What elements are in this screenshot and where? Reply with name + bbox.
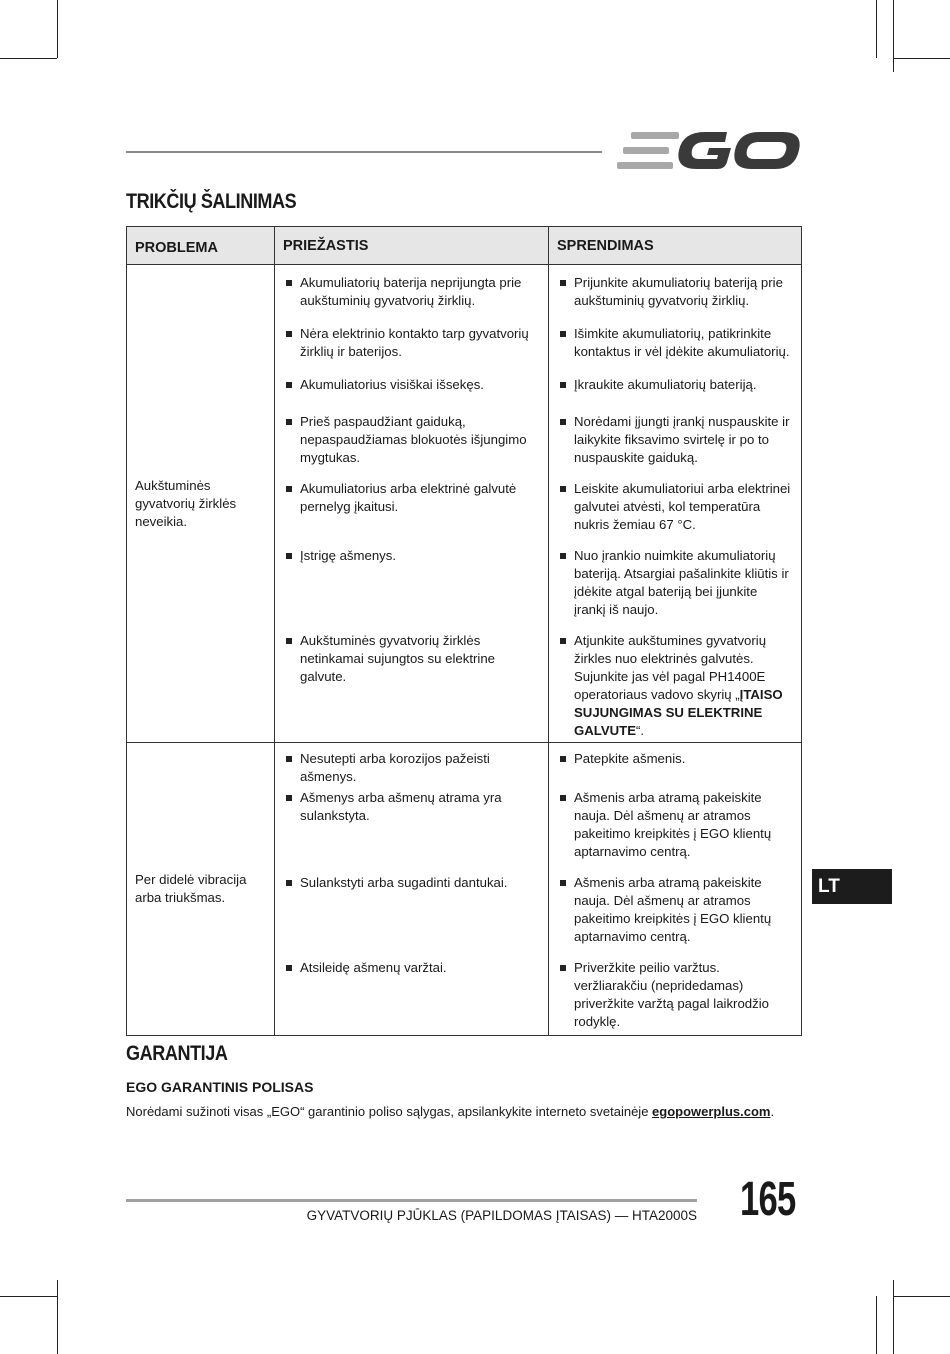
header-rule <box>126 151 602 153</box>
solution-item: Prijunkite akumuliatorių bateriją prie aukštuminių gyvatvorių žirklių. <box>549 274 801 310</box>
solution-item: Atjunkite aukštumines gyvatvorių žirkles nuo elektrinės galvutės. Sujunkite jas vėl pagal PH1400E operatoriaus vadovo skyrių „ĮTAISO SUJUNGIMAS SU ELEKTRINE GALVUTE“. <box>549 632 801 740</box>
problem-cell: Per didelė vibracija arba triukšmas. <box>127 743 275 1036</box>
crop-mark <box>57 0 58 58</box>
solution-item: Norėdami įjungti įrankį nuspauskite ir laikykite fiksavimo svirtelę ir po to nuspauskite gaiduką. <box>549 413 801 467</box>
cause-item: Akumuliatorių baterija neprijungta prie aukštuminių gyvatvorių žirklių. <box>275 274 548 310</box>
troubleshooting-table <box>126 226 802 1036</box>
page-number: 165 <box>740 1173 796 1226</box>
warranty-link[interactable]: egopowerplus.com <box>652 1104 771 1119</box>
crop-mark <box>876 0 877 58</box>
cause-item: Nėra elektrinio kontakto tarp gyvatvorių žirklių ir baterijos. <box>275 325 548 361</box>
ego-logo <box>617 128 801 174</box>
cause-item: Nesutepti arba korozijos pažeisti ašmenys. <box>275 750 548 786</box>
warranty-subtitle: EGO GARANTINIS POLISAS <box>126 1079 314 1095</box>
cause-item: Atsileidę ašmenų varžtai. <box>275 959 548 977</box>
crop-mark <box>893 1296 950 1297</box>
crop-mark <box>0 58 57 59</box>
cause-item: Aukštuminės gyvatvorių žirklės netinkamai sujungtos su elektrine galvute. <box>275 632 548 686</box>
troubleshooting-title: TRIKČIŲ ŠALINIMAS <box>126 190 297 213</box>
warranty-text: Norėdami sužinoti visas „EGO“ garantinio poliso sąlygas, apsilankykite interneto svetainėje egopowerplus.com. <box>126 1104 775 1119</box>
column-header-solution: SPRENDIMAS <box>549 227 802 265</box>
cause-item: Prieš paspaudžiant gaiduką, nepaspaudžiamas blokuotės išjungimo mygtukas. <box>275 413 548 467</box>
cause-item: Akumuliatorius arba elektrinė galvutė pernelyg įkaitusi. <box>275 480 548 516</box>
crop-mark <box>876 1296 877 1354</box>
footer-rule <box>126 1199 697 1202</box>
cause-item: Įstrigę ašmenys. <box>275 547 548 565</box>
cause-item: Ašmenys arba ašmenų atrama yra sulankstyta. <box>275 789 548 825</box>
table-row <box>127 743 802 787</box>
crop-mark <box>893 58 950 59</box>
solution-item: Nuo įrankio nuimkite akumuliatorių bateriją. Atsargiai pašalinkite kliūtis ir įdėkite atgal bateriją bei įjunkite įrankį iš naujo. <box>549 547 801 619</box>
solution-item: Leiskite akumuliatoriui arba elektrinei galvutei atvėsti, kol temperatūra nukris žemiau 67 °C. <box>549 480 801 534</box>
crop-mark <box>893 1280 894 1354</box>
table-row <box>127 265 802 323</box>
crop-mark <box>0 1296 57 1297</box>
crop-mark <box>893 0 894 72</box>
footer-title: GYVATVORIŲ PJŪKLAS (PAPILDOMAS ĮTAISAS) — HTA2000S <box>306 1208 697 1223</box>
cause-item: Sulankstyti arba sugadinti dantukai. <box>275 874 548 892</box>
solution-item: Įkraukite akumuliatorių bateriją. <box>549 376 801 394</box>
column-header-problem: PROBLEMA <box>127 227 275 265</box>
problem-cell: Aukštuminės gyvatvorių žirklės neveikia. <box>127 265 275 743</box>
cause-item: Akumuliatorius visiškai išsekęs. <box>275 376 548 394</box>
crop-mark <box>57 1280 58 1354</box>
language-tab: LT <box>812 869 892 904</box>
solution-item: Patepkite ašmenis. <box>549 750 801 768</box>
solution-item: Priveržkite peilio varžtus. veržliarakčiu (nepridedamas) priveržkite varžtą pagal laikrodžio rodyklę. <box>549 959 801 1031</box>
solution-item: Išimkite akumuliatorių, patikrinkite kontaktus ir vėl įdėkite akumuliatorių. <box>549 325 801 361</box>
column-header-cause: PRIEŽASTIS <box>275 227 549 265</box>
solution-item: Ašmenis arba atramą pakeiskite nauja. Dėl ašmenų ar atramos pakeitimo kreipkitės į EGO klientų aptarnavimo centrą. <box>549 789 801 861</box>
solution-item: Ašmenis arba atramą pakeiskite nauja. Dėl ašmenų ar atramos pakeitimo kreipkitės į EGO klientų aptarnavimo centrą. <box>549 874 801 946</box>
warranty-title: GARANTIJA <box>126 1042 228 1065</box>
